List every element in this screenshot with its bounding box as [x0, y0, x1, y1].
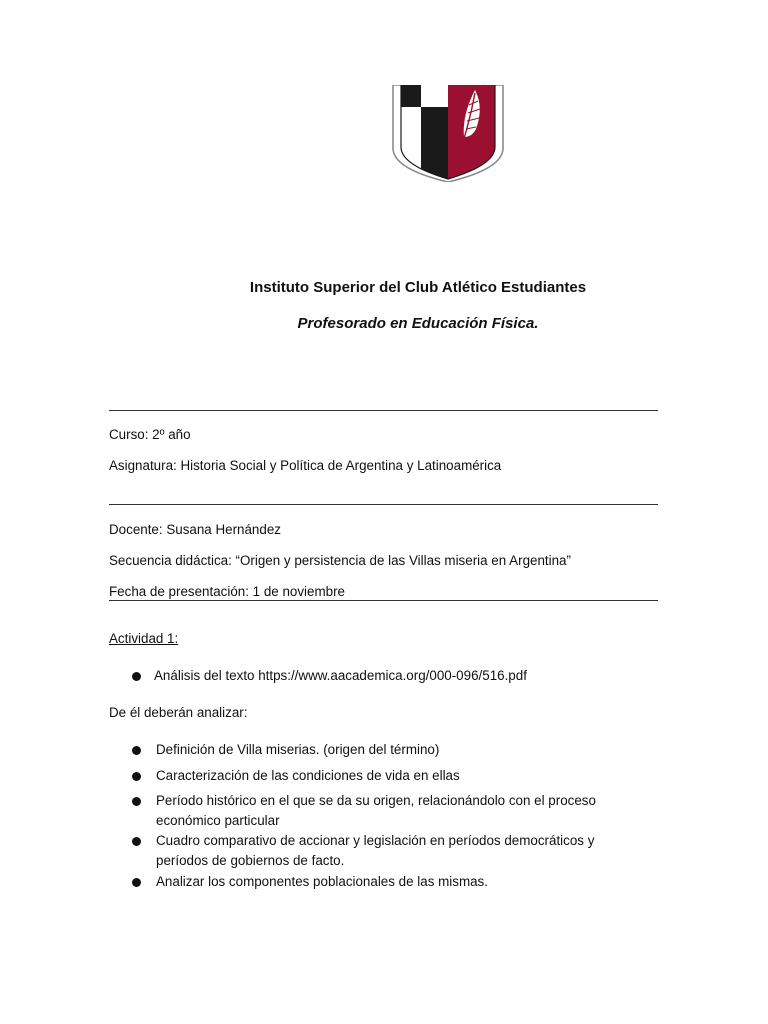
divider-line	[109, 504, 658, 505]
list-item-text: Caracterización de las condiciones de vida en ellas	[156, 768, 460, 783]
bullet-icon	[132, 837, 141, 846]
bullet-icon	[132, 797, 141, 806]
list-item-text: Analizar los componentes poblacionales de las mismas.	[156, 874, 488, 889]
institution-name: Instituto Superior del Club Atlético Estudiantes	[249, 279, 587, 296]
bullet-icon	[132, 746, 141, 755]
subject-line: Asignatura: Historia Social y Política de Argentina y Latinoamérica	[109, 458, 502, 473]
bullet-icon	[132, 672, 141, 681]
list-item-text: Definición de Villa miserias. (origen del término)	[156, 742, 440, 757]
list-item-text: Cuadro comparativo de accionar y legislación en períodos democráticos y períodos de gobiernos de facto.	[156, 833, 595, 868]
program-name: Profesorado en Educación Física.	[297, 315, 539, 332]
divider-line	[109, 600, 658, 601]
bullet-icon	[132, 878, 141, 887]
activity-title: Actividad 1:	[109, 631, 179, 646]
course-line: Curso: 2º año	[109, 427, 191, 442]
list-item-text: Período histórico en el que se da su origen, relacionándolo con el proceso económico particular	[156, 793, 596, 828]
bullet-icon	[132, 772, 141, 781]
teacher-line: Docente: Susana Hernández	[109, 522, 281, 537]
divider-line	[109, 410, 658, 411]
activity-intro: De él deberán analizar:	[109, 705, 248, 720]
due-date-line: Fecha de presentación: 1 de noviembre	[109, 584, 345, 599]
institution-crest-logo	[392, 85, 504, 182]
analysis-text: Análisis del texto https://www.aacademica.org/000-096/516.pdf	[154, 668, 527, 683]
sequence-line: Secuencia didáctica: “Origen y persistencia de las Villas miseria en Argentina”	[109, 553, 571, 568]
